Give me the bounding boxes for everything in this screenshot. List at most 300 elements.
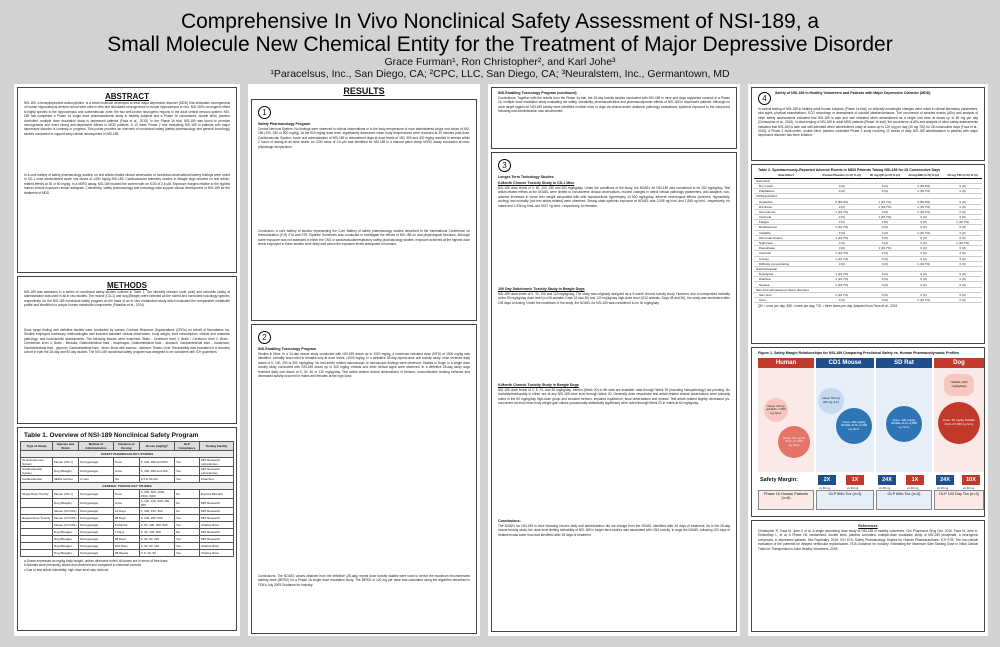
table1-cell bbox=[21, 529, 53, 536]
table2-cell: 1 (16.7%) bbox=[818, 225, 866, 230]
table2-cell: 0 (0) bbox=[943, 183, 982, 188]
table2-cell: 0 (0) bbox=[904, 256, 943, 261]
table1-cell: 100 Days bbox=[113, 543, 139, 550]
table1-cell: No bbox=[174, 529, 199, 536]
mouse-bubble: Dose: 100 mg/kg NOAEL AUC~2,490 ng·h/mL bbox=[836, 408, 872, 444]
methods-heading: METHODS bbox=[107, 281, 147, 290]
safety-pharmacology-body: Central Nervous System: No findings were observed in clinical observations or in the body temperature of mice administered single oral doses of NSI-189 (100, 250 or 500 mg/kg). At the 500 mg/kg dose level, significantly decreased mean body temperatures were recorded at 30 minutes post-dose. Cardiovascular System: Acute oral administration of NSI-189 to telemetered dogs at dose levels of 150, 300 and 400 mg/kg resulted in emesis within 2 hours of dosing at all dose levels. An IC50 value of 2.6 µM was identified for NSI-189 in a manual patch clamp hERG assay conducted at near-physiologic temperature. bbox=[258, 127, 470, 149]
poster-header bbox=[0, 0, 1000, 80]
table1-cell: 0.3 to 30 µM bbox=[139, 476, 174, 483]
longer-term-conclusions-title: Conclusions: bbox=[498, 519, 521, 523]
figure1 bbox=[758, 358, 978, 513]
references-box bbox=[751, 520, 985, 632]
column-1 bbox=[14, 84, 240, 636]
table-row bbox=[21, 522, 234, 529]
table1-cell: Yes bbox=[174, 522, 199, 529]
table2-cell: 0 (0) bbox=[866, 225, 904, 230]
phase1-body: In clinical testing of NSI-189 in healthy adult human subjects (Phase 1a trial), no clinically meaningful changes were noted in clinical laboratory parameters, vital signs, physical examinations, ECG recordings or assessment of suicidal ideation/behavior. The occurrence of adverse events (AEs) and analysis of other safety assessments indicated that NSI-189 is safe and well tolerated when administered as a single oral dose at doses up to 80 mg per day (Christopher et al., 2016). In dose testing of NSI-189 in adult MDD patients (Phase 1b trial), the occurrence of AEs and analysis of other safety assessments indicated that NSI-189 is safe and well-tolerated when administered orally at doses up to 120 mg per day (40 mg TID) for 28 consecutive days (Fava et al., 2015). A Phase 2 multi-center, double blind, placebo controlled Phase 2 study involving 12 weeks of daily NSI-189 administration to patients with major depressive disorder has been initiated. bbox=[758, 107, 978, 138]
table2-cell: 0 (0) bbox=[904, 215, 943, 220]
poster-title-line-1: Comprehensive In Vivo Nonclinical Safety Assessment of NSI-189, a bbox=[180, 10, 820, 33]
table2-cell: 1 (16.7%) bbox=[818, 251, 866, 256]
figure1-col-mouse: CD1 Mouse bbox=[816, 358, 874, 368]
ind-enabling-conclusion: Conclusions: The NOAEL values obtained from the definitive (28-day) repeat dose toxicity studies were used to derive the maximum recommended starting dose (MRSD) for a Phase 1a single dose escalation study. The MRSD of 120 mg per dose was calculated using the algorithm described in FDA's July 2005 Guidance for Industry. bbox=[258, 574, 470, 587]
figure1-col-dog: Dog bbox=[934, 358, 984, 368]
methods-body-2: Dose range finding and definitive studies were conducted by various Contract Research Organizations (CROs) on behalf of Neuralstem Inc. Studies employed customary methodologies and included standard clinical observation, body weight, food consumption, clinical and anatomic pathology, and toxicokinetic assessments. The following tissues were examined: Brain - Cerebrum level 1; Brain - Cerebrum level 2; Brain - Cerebellum level 3; Brain - Medulla; Gastrointestinal tract - esophagus; Gastrointestinal tract - stomach; Gastrointestinal tract - duodenum; Gastrointestinal tract - jejunum; Gastrointestinal tract - ileum; Bone with marrow - sternum; Testes; Liver. Reversibility was evaluated in a recovery cohort in both the 28-day and 90-day studies. The NSI-189 nonclinical safety program was designed to be consistent with ICH guidelines. bbox=[24, 328, 230, 355]
references-body: Christopher R, Fava M, Johe K et al. A single ascending dose study of NSI-189 in healthy volunteers. Clin Pharmacol Drug Dev. 2016. Fava M, Johe K, Ereshefsky L, et al. A Phase 1B, randomized, double blind, placebo controlled, multiple-dose escalation study of NSI-189 phosphate, a neurogenic compound, in depressed patients. Mol Psychiatry. 2015. ICH S7A: Safety Pharmacology Studies for Human Pharmaceuticals. ICH S7B: The non-clinical evaluation of the potential for delayed ventricular repolarization. FDA Guidance for Industry: Estimating the Maximum Safe Starting Dose in Initial Clinical Trials for Therapeutics in Adult Healthy Volunteers, 2005. bbox=[758, 529, 978, 551]
table1-header: GLP Compliance bbox=[174, 442, 199, 451]
human-bubble-1: Dose: 40 mg qd AUC~7,000 ng·h/mL bbox=[764, 398, 788, 422]
table1-cell bbox=[21, 536, 53, 543]
table1-group-row: SAFETY PHARMACOLOGY STUDIES bbox=[21, 451, 234, 458]
table1-cell: 0, 100, 150, 300 bbox=[139, 508, 174, 515]
column-3 bbox=[488, 84, 740, 636]
table1-cell: Once bbox=[113, 499, 139, 508]
dog-bubble-small: NOAEL (100 mg/kg/day) bbox=[944, 374, 974, 396]
abstract-body: NSI-189, a benzylpiperizine-aminopyridine, is a small molecule developed to treat major depressive disorder (MDD) that stimulates neurogenesis of human hippocampus-derived neural stem cells in vitro and stimulates neurogenesis in mouse hippocampus in vivo. NSI-189's neurogenic effect is highly specific to the hippocampus and subventricular zone; the two well-known neurogenic regions in the adult central nervous system. NSI-189 has completed a Phase 1a single dose pharmacokinetic study in healthy subjects and a Phase 1b randomized, double blind, placebo controlled, multiple dose escalation study in depressed patients (Fava et al., 2015). In the Phase 1b trial, NSI-189 was found to promote neurogenesis and exert strong anti-depressive effects in MDD patients. A 12 week Phase 2 trial evaluating NSI-189 in patients with major depressive disorder is currently in progress. This poster provides an overview of nonclinical safety (safety pharmacology and general toxicology) studies conducted to support early clinical development of NSI-189. bbox=[24, 101, 230, 136]
table2-header: 40 mg BID (n=6) % (n) bbox=[904, 173, 943, 178]
table2-cell: 0 (0) bbox=[818, 240, 866, 245]
margin-mouse-2: 1X bbox=[846, 475, 864, 485]
figure1-box bbox=[751, 347, 985, 517]
table2-cell: 0 (0) bbox=[866, 277, 904, 282]
ind-continued-box bbox=[491, 87, 737, 149]
table1-cell: Mouse (CD-1) bbox=[53, 458, 79, 467]
table1-cell: Yes bbox=[174, 550, 199, 557]
table1-cell: Yes bbox=[174, 536, 199, 543]
table1-cell: Oral (gavage) bbox=[78, 529, 113, 536]
table-row bbox=[21, 458, 234, 467]
table2-cell: 0 (0) bbox=[904, 225, 943, 230]
table1-header: Doses (mg/kg)¹ bbox=[139, 442, 174, 451]
table2-cell: Somnolence bbox=[754, 209, 818, 214]
table2-cell: 0 (0) bbox=[818, 230, 866, 235]
table2-cell: 0 (0) bbox=[943, 272, 982, 277]
table1-cell: Single Dose Toxicity bbox=[21, 490, 53, 499]
figure1-title: Figure 1. Safety Margin Relationships for NSI-189 Comparing Preclinical Safety vs. Human Pharmacodynamic Profiles bbox=[758, 351, 960, 355]
mouse-6mo-title: 6-Month Chronic Toxicity Study in CD-1 Mice bbox=[498, 181, 575, 185]
margin-sub-6: vs 40 mg bbox=[963, 486, 975, 490]
table-row bbox=[21, 515, 234, 522]
table-row bbox=[21, 467, 234, 476]
table1-cell: 0, 100, 250, 500 bbox=[139, 515, 174, 522]
table1-header: Type of Study bbox=[21, 442, 53, 451]
table1-cell: Oral (gavage) bbox=[78, 515, 113, 522]
table-row bbox=[21, 490, 234, 499]
table1-cell: Repeat Dose Toxicity bbox=[21, 515, 53, 522]
table2-cell: 0 (0) bbox=[866, 240, 904, 245]
table2-note: QD = once per day; BID = twice per day; TID = three times per day. Adapted from Fava et al., 2015 bbox=[758, 304, 898, 309]
table2-cell: Nausea bbox=[754, 282, 818, 287]
margin-sub-3: vs 40 mg bbox=[879, 486, 891, 490]
table2-header: 40 mg TID (n=6) % (n) bbox=[943, 173, 982, 178]
table1-cell: Dog (Beagle) bbox=[53, 550, 79, 557]
table2-cell: 0 (0) bbox=[866, 183, 904, 188]
table1-header: Method of Administration bbox=[78, 442, 113, 451]
table1-cell: 39 Weeks bbox=[113, 550, 139, 557]
ind-enabling-box bbox=[251, 324, 477, 634]
table2-cell: 0 (0) bbox=[866, 272, 904, 277]
abstract-box bbox=[17, 87, 237, 273]
table2-cell: 0 (0) bbox=[866, 235, 904, 240]
table1-cell: 7 Days bbox=[113, 529, 139, 536]
section-number-2: 2 bbox=[258, 331, 271, 344]
margin-dog-1: 24X bbox=[936, 475, 954, 485]
ind-enabling-title: IND-Enabling Toxicology Program bbox=[258, 347, 317, 351]
table1-header: Testing Facility bbox=[199, 442, 233, 451]
section-number-1: 1 bbox=[258, 106, 271, 119]
table1-cell: Once bbox=[113, 490, 139, 499]
table2-cell: 0 (0) bbox=[904, 240, 943, 245]
table-row bbox=[21, 550, 234, 557]
table1-cell: Oral (gavage) bbox=[78, 543, 113, 550]
table1-cell: Charles River bbox=[199, 522, 233, 529]
table2-cell: 0 (0) bbox=[818, 246, 866, 251]
table2-cell: 0 (0) bbox=[866, 256, 904, 261]
table1-cell: 0, 100, 300 and 500 bbox=[139, 458, 174, 467]
legend-rat: GLP 6Mo Tox (n=3) bbox=[876, 490, 932, 510]
table1-cell: Mouse (CD-1) bbox=[53, 490, 79, 499]
table1-cell bbox=[21, 508, 53, 515]
table2-cell: Dry mouth bbox=[754, 183, 818, 188]
table2-cell: 1 (16.7%) bbox=[818, 256, 866, 261]
table2-cell: Nightmare bbox=[754, 240, 818, 245]
authors: Grace Furman¹, Ron Christopher², and Karl Johe³ bbox=[384, 56, 616, 68]
table2-cell: Palpitations bbox=[754, 189, 818, 194]
table2-box bbox=[751, 164, 985, 344]
table-row bbox=[21, 508, 234, 515]
table2-header: Pooled Placebo (n=6) % (n) bbox=[818, 173, 866, 178]
table2-cell: Autonomic bbox=[754, 178, 818, 183]
table2-cell: 0 (0) bbox=[943, 199, 982, 204]
longer-term-box bbox=[491, 152, 737, 632]
rat-bubble: Dose: 100 mg/kg NOAEL AUC~2,860 ng·h/mL bbox=[886, 406, 922, 442]
dog-bubble: Dose: 30 mg/kg NOAEL AUC~27,000 ng·h/mL bbox=[938, 402, 980, 444]
table1-cell: No bbox=[174, 490, 199, 499]
table1-footnote-2: b Animals were previously dosed and observed and compared to historical controls. bbox=[24, 563, 142, 568]
table2-cell: 0 (0) bbox=[943, 230, 982, 235]
table2-cell: 1 (16.7%) bbox=[904, 209, 943, 214]
table1-cell: 14 Days bbox=[113, 508, 139, 515]
figure1-col-rat: SD Rat bbox=[876, 358, 932, 368]
table1-cell: Mouse (Crl:CD1) bbox=[54, 523, 77, 527]
table2-cell: 0 (0) bbox=[818, 220, 866, 225]
margin-sub-2: vs 40 mg bbox=[847, 486, 859, 490]
table2-header: 40 mg QD (n=6) % (n) bbox=[866, 173, 904, 178]
mouse-6mo-body: NSI-189 dose levels of 0, 50, 100, 250 and 500 mg/kg/day. Under the conditions of the study, the NOAEL for NSI-189 was considered to be 250 mg/kg/day. Test article-related effects at the NOAEL were limited to non-adverse clinical observations, modest changes in select clinical pathology parameters, and adaptive, non-adverse increases in mean liver weight associated with mild hepatocellular hypertrophy. At 500 mg/kg/day, adverse neurological effects (seizures, hypoactivity, circling) and mortality (not test article-related) were observed. Steady state systemic exposure at NOAEL was 2,058 ng·h/mL and 1,958 ng·h/mL, respectively, for males and 2,336 ng·h/mL and 5927 ng·h/mL, respectively, for females. bbox=[498, 186, 730, 208]
table1-cell: 6 Months bbox=[113, 522, 139, 529]
table2-cell: 1 (16.7%) bbox=[904, 298, 943, 303]
table1-cell: ChanTest bbox=[199, 476, 233, 483]
table1-cell: Oral (gavage) bbox=[78, 458, 113, 467]
table1-cell: Oral (gavage) bbox=[78, 550, 113, 557]
table2 bbox=[754, 173, 982, 303]
column-4 bbox=[748, 84, 988, 636]
table1-box bbox=[17, 427, 237, 631]
table1-cell bbox=[21, 550, 53, 557]
table1-cell: Yes bbox=[174, 467, 199, 476]
table1-cell: 0, 150, 300 and 400 bbox=[139, 467, 174, 476]
table2-cell: Abnormal dreams bbox=[754, 235, 818, 240]
table-row bbox=[21, 543, 234, 550]
table1-cell: Charles River bbox=[199, 543, 233, 550]
table1-cell: In vitro bbox=[78, 476, 113, 483]
table2-cell: 1 (16.7%) bbox=[866, 246, 904, 251]
table2-cell: Skin rash bbox=[754, 292, 818, 297]
table2-cell: 0 (0) bbox=[866, 282, 904, 287]
table2-cell: Skin and subcutaneous tissue disorders bbox=[754, 287, 818, 292]
table2-cell: 0 (0) bbox=[943, 215, 982, 220]
table2-cell: 0 (0) bbox=[866, 292, 904, 297]
rat-panel bbox=[876, 368, 932, 472]
dog-panel bbox=[934, 368, 984, 472]
results-heading: RESULTS bbox=[343, 86, 385, 96]
table1-cell: Yes bbox=[174, 476, 199, 483]
methods-body: NSI-189 was assessed in a series of nonclinical safety studies outlined in Table 1. The clinically relevant route (oral) and schedule (daily) of administration was used in all in vivo studies. The mouse (CD-1) and dog (Beagle) were selected as the rodent and nonrodent toxicology species, respectively, for the NSI-189 nonclinical safety program on the basis of an in vitro metabolism study which evaluated the comparative metabolite profile and identified no unique human metabolite components (Paladino et al., 2014). bbox=[24, 290, 230, 308]
phase1-box bbox=[751, 87, 985, 161]
table2-cell: 0 (0) bbox=[904, 277, 943, 282]
table1-cell: Mouse (Crl:CD1) bbox=[54, 509, 77, 513]
ind-enabling-body: Studies in Mice: In a 14-day mouse study conducted with NSI-189 doses up to 2000 mg/kg, a maximum tolerated dose (MTD) of 1500 mg/kg was identified. Lethality was noted in females only at dose levels >1000 mg/kg. In a definitive 28-day repeat-dose oral toxicity study, mice received daily doses of 0, 100, 250 or 500 mg/kg/day. No test article related macroscopic or microscopic findings were observed. Studies in Dogs: In a single dose toxicity study conducted with NSI-189 doses up to 300 mg/kg, emesis and other clinical signs were observed. In a definitive 28-day study dogs received daily oral doses of 0, 30, 60 or 120 mg/kg/day. Test article-related clinical observations of tremors, uncoordinated working behavior and decreased activity occurred in males and females at the high dose. bbox=[258, 352, 470, 379]
dog-100day-title: 100 Day Subchronic Toxicity Study in Beagle Dogs bbox=[498, 287, 585, 291]
table1-cell: Dog (Beagle) bbox=[53, 536, 79, 543]
methods-box bbox=[17, 276, 237, 424]
table2-cell: 0 (0) bbox=[904, 282, 943, 287]
table1-cell: No bbox=[174, 499, 199, 508]
margin-dog-2: 10X bbox=[962, 475, 980, 485]
table2-cell: 2 (33.3%) bbox=[904, 183, 943, 188]
table2-cell: 0 (0) bbox=[943, 246, 982, 251]
safety-margin-label: Safety Margin: bbox=[760, 477, 798, 483]
table1-cell: MPI Research bbox=[199, 536, 233, 543]
safety-pharmacology-box bbox=[251, 99, 477, 321]
table2-cell: 1 (16.7%) bbox=[904, 204, 943, 209]
table2-cell: Fatigue bbox=[754, 220, 818, 225]
table2-cell: 1 (16.7%) bbox=[943, 240, 982, 245]
table1-cell: MPI Research bbox=[199, 499, 233, 508]
margin-sub-5: vs 40 mg bbox=[937, 486, 949, 490]
table2-cell: 0 (0) bbox=[943, 209, 982, 214]
table2-cell: 0 (0) bbox=[943, 298, 982, 303]
table1-cell: 0, 5, 20, 60 bbox=[139, 550, 174, 557]
table-row bbox=[754, 298, 982, 303]
mouse-panel bbox=[816, 368, 874, 472]
table1-group-row: GENERAL TOXICOLOGY STUDIES bbox=[21, 483, 234, 490]
figure1-col-human: Human bbox=[758, 358, 814, 368]
dog-9mo-body: NSI-189 dose levels of 0, 5, 20, and 60 mg/kg/day. Interim (Week 20) in-life data are available; data through Week 39 (including histopathology) are pending. No mortality/moribundity in either sex at any NSI-189 dose level through Week 20. Generally dose responsive test article-related clinical observations were primarily noted in the 60 mg/kg/day high-dose group and included tremors, impaired equilibrium, fecal observations and emesis. Test article-related slightly decreased (vs. concurrent control) mean body weight gain values (occasionally statistically significant) were noted through Week 20 in males at 60 mg/kg/day. bbox=[498, 388, 730, 406]
abstract-body-2: In a core battery of safety pharmacology studies, no test article-related clinical observation or functional observational battery findings were noted in CD-1 mice administered acute oral doses of ≤300 mg/kg NSI-189. Cardiovascular telemetry studies in Beagle dogs showed no test article-related effects at 30 or 60 mg/kg. In a hERG assay, NSI-189 blocked the current with an IC50 of 2.6 µM. Exposure margins relative to the highest human clinical exposure remain adequate. Collectively, safety pharmacology and toxicology data support clinical development of NSI-189 for the treatment of MDD. bbox=[24, 173, 230, 195]
table2-cell: 0 (0) bbox=[818, 183, 866, 188]
table2-cell: 0 (0) bbox=[943, 235, 982, 240]
table2-cell: 0 (0) bbox=[818, 261, 866, 266]
table2-cell: 1 (16.7%) bbox=[904, 189, 943, 194]
table-row bbox=[21, 499, 234, 508]
table1-cell: Oral (gavage) bbox=[78, 467, 113, 476]
table2-cell: 0 (0) bbox=[943, 277, 982, 282]
table1-cell: 28 Days bbox=[113, 515, 139, 522]
table2-cell: 0 (0) bbox=[866, 298, 904, 303]
table1-cell: MPI Research bbox=[199, 529, 233, 536]
table1-cell: 0, 250, 500, 1000, 1500, 2000 bbox=[139, 490, 174, 499]
table2-cell: 0 (0) bbox=[943, 189, 982, 194]
table1-cell: Oral (gavage) bbox=[78, 490, 113, 499]
table2-cell: CNS/psychiatric bbox=[754, 194, 818, 199]
mouse-bubble-small: Dose: 50 mg (40 mg q.d.) bbox=[818, 388, 844, 414]
table2-cell: Insomnia bbox=[754, 215, 818, 220]
table2-cell: Dyspepsia bbox=[754, 272, 818, 277]
table1-cell: Oral (gavage) bbox=[78, 522, 113, 529]
section-number-3: 3 bbox=[498, 159, 511, 172]
table1-cell: Dog (Beagle) bbox=[53, 499, 79, 508]
margin-sub-4: vs 40 mg bbox=[907, 486, 919, 490]
table1-cell: MPI Research Laboratories bbox=[199, 458, 233, 467]
table2-cell: 1 (16.7%) bbox=[866, 204, 904, 209]
safety-pharmacology-conclusion: Conclusion: A core battery of studies representing the Core Battery of safety pharmacology studies described in the International Conference on Harmonization (ICH) S7A and S7B Tripartite Guidelines was conducted to investigate the effects of NSI-189 on vital physiological functions. Although some exposure was not assessed in either the CNS or cardiovascular/respiratory safety pharmacology studies, exposure achieved at the highest dose levels employed in these studies were likely well above the exposure levels anticipated in humans. bbox=[258, 229, 470, 247]
table2-cell: 1 (16.7%) bbox=[866, 215, 904, 220]
table2-cell: 3 (50.0%) bbox=[904, 199, 943, 204]
legend-mouse: GLP 6Mo Tox (n=3) bbox=[816, 490, 874, 510]
table1-cell: Charles River bbox=[199, 550, 233, 557]
table1-cell: 0, 50, 100, 250, 500 bbox=[139, 522, 174, 529]
table1-cell: Explora BioLabs bbox=[199, 490, 233, 499]
safety-margin-row bbox=[758, 474, 978, 486]
table2-cell: 5 (83.3%) bbox=[818, 199, 866, 204]
safety-pharmacology-title: Safety Pharmacology Program bbox=[258, 122, 311, 126]
table2-cell: 1 (16.7%) bbox=[904, 261, 943, 266]
section-number-4: 4 bbox=[758, 92, 771, 105]
table2-cell: 0 (0) bbox=[866, 209, 904, 214]
table1-cell: 0, 100, 150, 200, 250, 300 bbox=[139, 499, 174, 508]
table1-cell: Once bbox=[113, 467, 139, 476]
table2-cell: 0 (0) bbox=[818, 298, 866, 303]
table1-cell: Yes bbox=[174, 458, 199, 467]
margin-rat-1: 24X bbox=[878, 475, 896, 485]
table2-title: Table 2. Spontaneously-Reported Adverse Events in MDD Patients Taking NSI-189 for 28 Consecutive Days bbox=[758, 168, 941, 172]
table2-cell: 1 (16.7%) bbox=[943, 220, 982, 225]
table2-cell: Difficulty concentrating bbox=[754, 261, 818, 266]
table1-cell: Mouse (Crl:CD1) bbox=[54, 516, 77, 520]
poster-title-line-2: Small Molecule New Chemical Entity for the Treatment of Major Depressive Disorder bbox=[107, 33, 893, 56]
table2-cell: 0 (0) bbox=[818, 215, 866, 220]
table2-cell: Dizziness bbox=[754, 204, 818, 209]
table1-cell: Yes bbox=[174, 543, 199, 550]
table1-cell: Dog (Beagle) bbox=[53, 529, 79, 536]
table2-cell: Diarrhea bbox=[754, 277, 818, 282]
table1-footnote-1: a Doses expressed as mg/kg body weight, unless otherwise noted. All doses are in terms of free base. bbox=[24, 559, 169, 563]
table1-cell bbox=[21, 543, 53, 550]
table2-cell: 0 (0) bbox=[904, 220, 943, 225]
table2-cell: Anxiety bbox=[754, 256, 818, 261]
table2-cell: 0 (0) bbox=[904, 235, 943, 240]
table2-cell: 0 (0) bbox=[818, 204, 866, 209]
table1-cell: NA bbox=[113, 476, 139, 483]
longer-term-conclusions-body: The NOAEL for NSI-189 in mice following chronic daily oral administration did not change from the NOAEL identified after 28 days of treatment. As in the 28-day mouse toxicity study, the dose level limiting tolerability of NSI-189 in longer-term studies was associated with CNS toxicity. In dogs the NOAEL following 100 days of treatment was lower than that identified after 28 days of treatment. bbox=[498, 524, 730, 537]
table2-cell: 1 (16.7%) bbox=[866, 199, 904, 204]
human-bubble-2: Dose: 40 mg tid AUC~17,700 ng·h/mL bbox=[778, 426, 810, 458]
table1-cell: Oral (gavage) bbox=[78, 536, 113, 543]
table2-cell: 0 (0) bbox=[943, 261, 982, 266]
table2-cell: 0 (0) bbox=[866, 189, 904, 194]
column-2 bbox=[248, 84, 480, 636]
table1-cell: Yes bbox=[174, 515, 199, 522]
table2-cell: 1 (16.7%) bbox=[818, 292, 866, 297]
table1-cell: 28 Days bbox=[113, 536, 139, 543]
margin-sub-1: vs 40 mg bbox=[819, 486, 831, 490]
table1-cell: Oral (gavage) bbox=[78, 508, 113, 515]
table1-cell: MPI Research Laboratories bbox=[199, 467, 233, 476]
table1-cell: 0, 30, 60, 120 bbox=[139, 543, 174, 550]
legend-dog: GLP 100 Day Tox (n=3) bbox=[934, 490, 984, 510]
table2-cell: 1 (16.7%) bbox=[904, 230, 943, 235]
table1-cell: Cardiovascular System bbox=[21, 467, 53, 476]
table2-cell: 1 (16.7%) bbox=[818, 277, 866, 282]
table1-cell: 0, 30, 60, 120 bbox=[139, 536, 174, 543]
table2-cell: 0 (0) bbox=[866, 220, 904, 225]
table1-cell: Oral (gavage) bbox=[78, 499, 113, 508]
table2-cell: Restlessness bbox=[754, 225, 818, 230]
table2-cell: 0 (0) bbox=[866, 230, 904, 235]
table1-cell: MPI Research bbox=[199, 515, 233, 522]
table1-cell: Dog (Beagle) bbox=[53, 543, 79, 550]
table1-header: Species and Strain bbox=[53, 442, 79, 451]
dog-100day-body: NSI-189 dose levels of 0, 30, 100 and 120 mg/kg/day. The study was originally designed as a 9-month chronic toxicity study. However, due to unexpected mortality at the 50 mg/kg/day dose level (n=2/8 animals; Days 24 and 36) and 120 mg/kg/day high-dose level (2/12 animals; Days 48 and 50), the study was terminated after 126 days of dosing. Under the conditions of the study, the NOAEL for NSI-189 was considered to be 30 mg/kg/day. bbox=[498, 292, 730, 305]
table2-cell: 0 (0) bbox=[904, 251, 943, 256]
table1-footnote-3: c Due to test article tolerability, high dose level was reduced. bbox=[24, 567, 110, 572]
legend-human: Phase 1b Human Patients (n=6) bbox=[758, 490, 814, 510]
table2-cell: 0 (0) bbox=[866, 261, 904, 266]
table2-cell: Anorexia bbox=[754, 251, 818, 256]
table2-cell: 0 (0) bbox=[943, 282, 982, 287]
table2-cell: 0 (0) bbox=[818, 189, 866, 194]
table2-cell: 0 (0) bbox=[904, 246, 943, 251]
table2-cell: 1 (16.7%) bbox=[818, 282, 866, 287]
table2-cell: 0 (0) bbox=[943, 292, 982, 297]
table1-header: Duration of Dosing bbox=[113, 442, 139, 451]
ind-continued-body: Conclusions: Together with the results from the Phase 1a trial, the 28-day toxicity studies conducted with NSI-189 in mice and dogs supported conduct of a Phase 1b, multiple dose escalation study evaluating the safety, tolerability, pharmacokinetics and pharmacodynamic effects of NSI-189 in depressed patients. Although no clear target organs for NSI-189 toxicity were identified in either mice or dogs via clinical and/or anatomic pathology evaluations, systemic exposure to the compound following oral administration was documented. bbox=[498, 96, 730, 114]
table2-cell: 1 (16.7%) bbox=[818, 235, 866, 240]
abstract-heading: ABSTRACT bbox=[105, 92, 149, 101]
table-row bbox=[21, 536, 234, 543]
table2-cell: Paresthesia bbox=[754, 246, 818, 251]
table1-cell: hERG cell line bbox=[53, 476, 79, 483]
table2-header: Side Effect bbox=[754, 173, 818, 178]
table2-cell: 0 (0) bbox=[904, 272, 943, 277]
table1-cell: Cardiovascular bbox=[21, 476, 53, 483]
margin-mouse-1: 2X bbox=[818, 475, 836, 485]
table2-cell: 0 (0) bbox=[866, 251, 904, 256]
table2-cell: 0 (0) bbox=[943, 251, 982, 256]
table1-cell bbox=[21, 499, 53, 508]
longer-term-title: Longer-Term Toxicology Studies bbox=[498, 175, 554, 179]
ind-continued-title: IND-Enabling Toxicology Program (continued) bbox=[498, 91, 577, 95]
table2-cell: 0 (0) bbox=[943, 225, 982, 230]
table1-cell: Dog (Beagle) bbox=[53, 467, 79, 476]
phase1-title: Safety of NSI-189 in Healthy Volunteers and Patients with Major Depressive Disorder (MDD) bbox=[775, 91, 931, 95]
table2-cell: 1 (16.7%) bbox=[818, 209, 866, 214]
references-heading: References bbox=[858, 524, 878, 528]
table2-cell: 0 (0) bbox=[943, 256, 982, 261]
table2-cell: Acne bbox=[754, 298, 818, 303]
table1-cell: Central Nervous System bbox=[21, 458, 53, 467]
table2-cell: 0 (0) bbox=[943, 204, 982, 209]
table2-cell: 0 (0) bbox=[904, 292, 943, 297]
margin-rat-2: 1X bbox=[906, 475, 924, 485]
table1-cell: MPI Research bbox=[199, 508, 233, 515]
human-panel bbox=[758, 368, 814, 472]
table1 bbox=[20, 441, 234, 557]
table1-cell: Once bbox=[113, 458, 139, 467]
table2-cell: 1 (16.7%) bbox=[818, 272, 866, 277]
affiliations: ¹Paracelsus, Inc., San Diego, CA; ²CPC, LLC, San Diego, CA; ³Neuralstem, Inc., Germantown, MD bbox=[270, 68, 730, 80]
